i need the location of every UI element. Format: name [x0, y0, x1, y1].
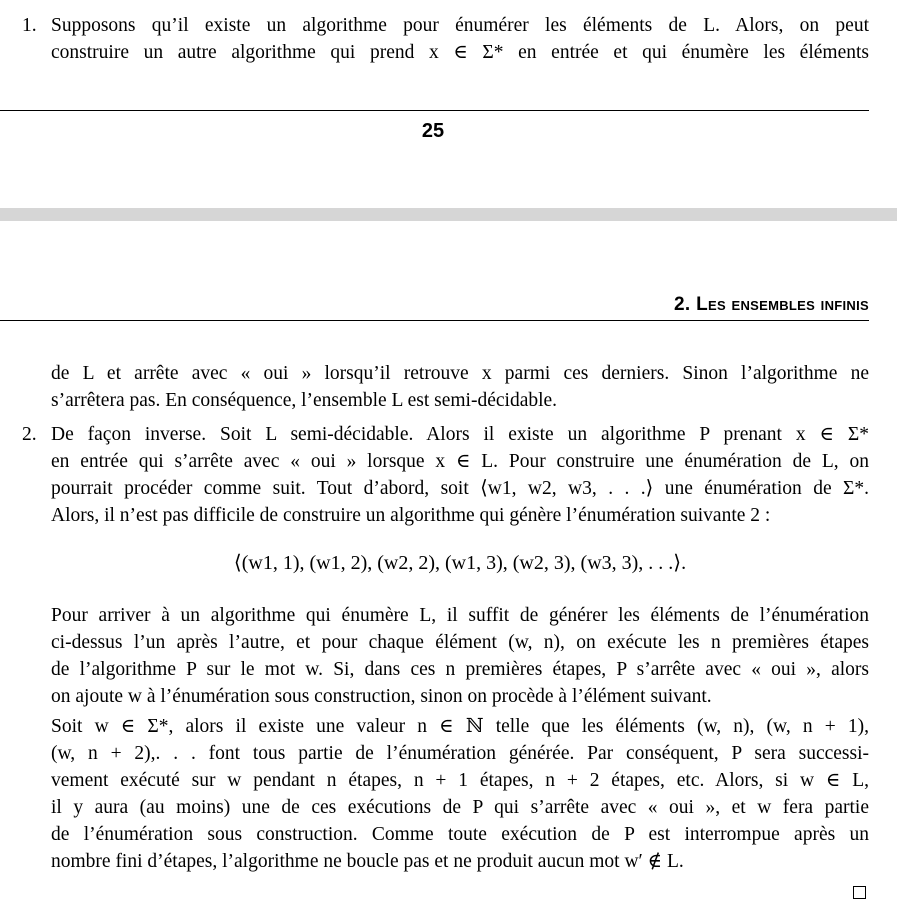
chapter-header	[674, 291, 869, 318]
item2-paragraph-1	[51, 421, 869, 529]
text-line: pourrait procéder comme suit. Tout d’abord, soit ⟨w1, w2, w3, . . .⟩ une énumération de Σ*.	[51, 478, 869, 499]
text-line: en entrée qui s’arrête avec « oui » lorsque x ∈ L. Pour construire une énumération de L, on	[51, 451, 869, 472]
prev-page-text	[51, 12, 869, 66]
chapter-number: 2.	[674, 294, 691, 315]
text-line: construire un autre algorithme qui prend x ∈ Σ* en entrée et qui énumère les éléments	[51, 42, 869, 63]
text-line: il y aura (au moins) une de ces exécutions de P qui s’arrête avec « oui », et w fera partie	[51, 797, 869, 818]
text-line: (w, n + 2),. . . font tous partie de l’énumération générée. Par conséquent, P sera successi-	[51, 743, 869, 764]
page-footer-rule	[0, 110, 869, 111]
text-line: Soit w ∈ Σ*, alors il existe une valeur n ∈ ℕ telle que les éléments (w, n), (w, n + 1),	[51, 716, 869, 737]
text-line: de L et arrête avec « oui » lorsqu’il retrouve x parmi ces derniers. Sinon l’algorithme ne	[51, 363, 869, 384]
text-line: vement exécuté sur w pendant n étapes, n + 1 étapes, n + 2 étapes, etc. Alors, si w ∈ L,	[51, 770, 869, 791]
text-line: s’arrêtera pas. En conséquence, l’ensemble L est semi-décidable.	[51, 390, 558, 411]
item2-paragraph-3	[51, 713, 869, 875]
page-separator	[0, 208, 897, 221]
qed-symbol	[853, 886, 866, 899]
text-line: De façon inverse. Soit L semi-décidable. Alors il existe un algorithme P prenant x ∈ Σ*	[51, 424, 869, 445]
text-line: Supposons qu’il existe un algorithme pour énumérer les éléments de L. Alors, on peut	[51, 15, 869, 36]
item-number-1: 1.	[22, 15, 37, 36]
item2-paragraph-2	[51, 602, 869, 710]
text-line: nombre fini d’étapes, l’algorithme ne boucle pas et ne produit aucun mot w′ ∉ L.	[51, 851, 684, 872]
text-line: Pour arriver à un algorithme qui énumère L, il suffit de générer les éléments de l’énumération	[51, 605, 869, 626]
text-line: ci-dessus l’un après l’autre, et pour chaque élément (w, n), on exécute les n premières étapes	[51, 632, 869, 653]
page-number: 25	[421, 120, 445, 142]
chapter-title: Les ensembles infinis	[696, 294, 869, 315]
text-line: de l’algorithme P sur le mot w. Si, dans ces n premières étapes, P s’arrête avec « oui », alors	[51, 659, 869, 680]
item-number-2: 2.	[22, 424, 37, 445]
text-line: de l’énumération sous construction. Comme toute exécution de P est interrompue après un	[51, 824, 869, 845]
text-line: on ajoute w à l’énumération sous construction, sinon on procède à l’élément suivant.	[51, 686, 712, 707]
enumeration-formula: ⟨(w1, 1), (w1, 2), (w2, 2), (w1, 3), (w2, 3), (w3, 3), . . .⟩.	[233, 552, 687, 574]
header-rule	[0, 320, 869, 321]
continuation-text	[51, 360, 869, 414]
text-line: Alors, il n’est pas difficile de construire un algorithme qui génère l’énumération suivante 2 :	[51, 505, 771, 526]
